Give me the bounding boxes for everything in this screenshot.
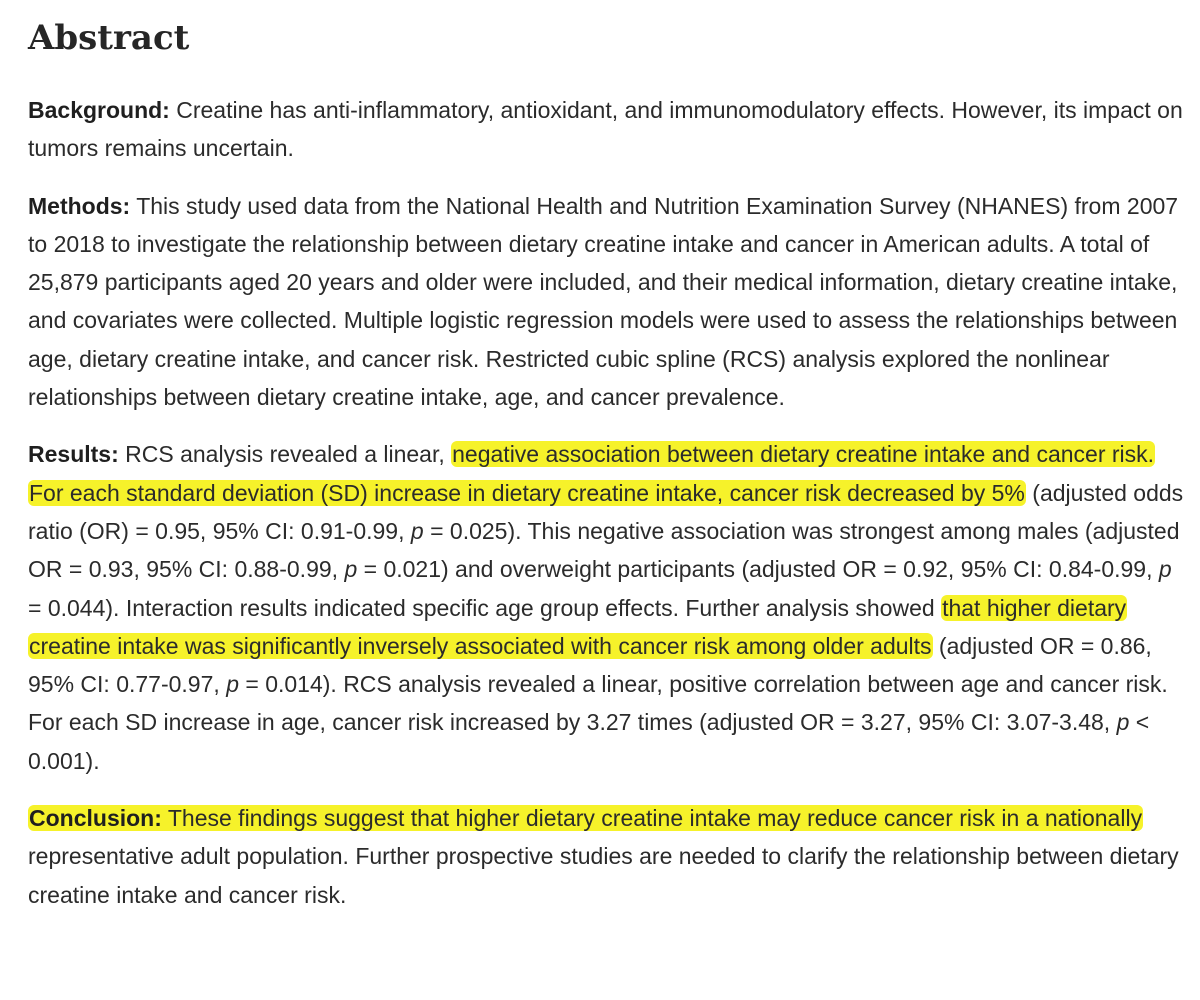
conclusion-highlight: [28, 805, 1143, 831]
conclusion-label: Conclusion:: [29, 805, 162, 832]
methods-label: Methods:: [28, 192, 131, 219]
background-paragraph: [28, 91, 1188, 168]
methods-text: This study used data from the National Health and Nutrition Examination Survey (NHANES) from 2007 to 2018 to investigate the relationship between dietary creatine intake and cancer in American adults. A total of 25,879 participants aged 20 years and older were included, and their medical information, dietary creatine intake, and covariates were collected. Multiple logistic regression models were used to assess the relationships between age, dietary creatine intake, and cancer risk. Restricted cubic spline (RCS) analysis explored the nonlinear relationships between dietary creatine intake, age, and cancer prevalence.: [28, 192, 1179, 411]
conclusion-highlight-text: These findings suggest that higher dietary creatine intake may reduce cancer risk in a nationally: [161, 805, 1143, 832]
conclusion-paragraph: [28, 799, 1188, 914]
p-value-symbol: p: [1116, 709, 1130, 736]
background-text: Creatine has anti-inflammatory, antioxidant, and immunomodulatory effects. However, its impact on tumors remains uncertain.: [28, 97, 1183, 162]
results-text-2: (adjusted odds ratio (OR) = 0.95, 95% CI: 0.91-0.99,: [28, 479, 1184, 544]
results-text-5: = 0.044). Interaction results indicated specific age group effects. Further analysis showed: [28, 594, 942, 621]
results-text-3: = 0.025). This negative association was strongest among males (adjusted OR = 0.93, 95% CI: 0.88-0.99,: [28, 517, 1180, 583]
results-text-8: < 0.001).: [28, 709, 1150, 774]
results-text-1: RCS analysis revealed a linear,: [118, 441, 452, 468]
background-label: Background:: [28, 97, 170, 123]
p-value-symbol: p: [226, 671, 239, 698]
conclusion-text: representative adult population. Further prospective studies are needed to clarify the relationship between dietary creatine intake and cancer risk.: [28, 843, 1179, 908]
results-label: Results:: [28, 441, 119, 468]
methods-paragraph: [28, 187, 1188, 417]
results-text-4: = 0.021) and overweight participants (adjusted OR = 0.92, 95% CI: 0.84-0.99,: [357, 556, 1159, 583]
abstract-page: [28, 14, 1188, 933]
p-value-symbol: p: [1158, 556, 1172, 583]
p-value-symbol: p: [344, 556, 358, 583]
results-highlight-2: that higher dietary creatine intake was significantly inversely associated with cancer risk among older adults: [29, 594, 1127, 659]
abstract-heading: Abstract: [28, 18, 190, 58]
results-paragraph: [28, 435, 1188, 780]
p-value-symbol: p: [410, 517, 424, 544]
results-highlight-1: negative association between dietary creatine intake and cancer risk. For each standard deviation (SD) increase in dietary creatine intake, cancer risk decreased by 5%: [29, 441, 1155, 506]
results-text-7: = 0.014). RCS analysis revealed a linear, positive correlation between age and cancer risk. For each SD increase in age, cancer risk increased by 3.27 times (adjusted OR = 3.27, 95% CI: 3.07-3.48,: [28, 671, 1168, 736]
results-text-6: (adjusted OR = 0.86, 95% CI: 0.77-0.97,: [28, 632, 1152, 698]
